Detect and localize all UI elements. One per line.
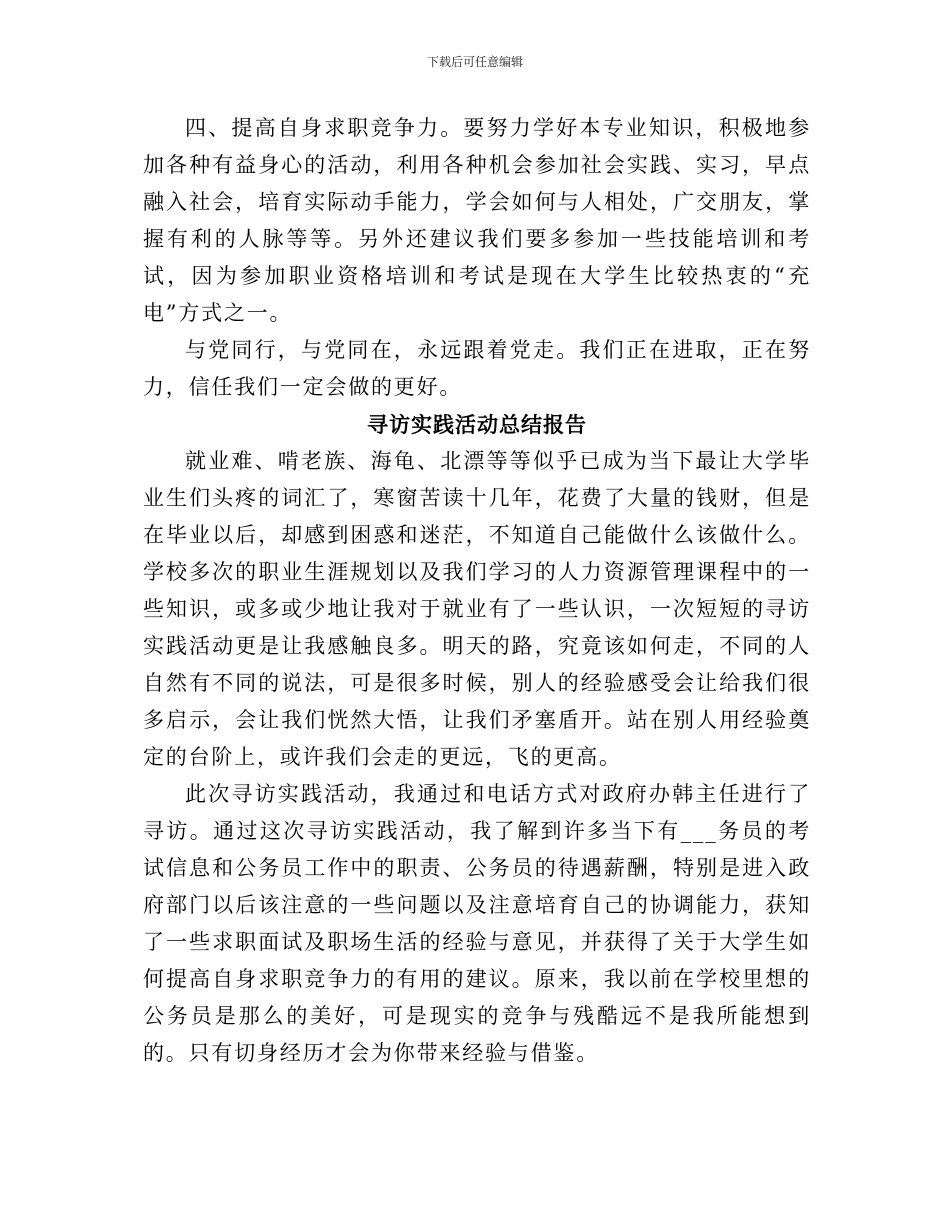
- page-header: 下载后可任意编辑: [426, 55, 523, 69]
- paragraph-competitiveness: 四、提高自身求职竞争力。要努力学好本专业知识，积极地参加各种有益身心的活动，利用各种机会参加社会实践、实习，早点融入社会，培育实际动手能力，学会如何与人相处，广交朋友，掌握有利的人脉等等。另外还建议我们要多参加一些技能培训和考试，因为参加职业资格培训和考试是现在大学生比较热衷的“充电”方式之一。: [143, 116, 811, 325]
- section-title: 寻访实践活动总结报告: [367, 412, 587, 437]
- paragraph-employment: 就业难、啃老族、海龟、北漂等等似乎已成为当下最让大学毕业生们头疼的词汇了，寒窗苦读十几年，花费了大量的钱财，但是在毕业以后，却感到困惑和迷茫，不知道自己能做什么该做什么。学校多次的职业生涯规划以及我们学习的人力资源管理课程中的一些知识，或多或少地让我对于就业有了一些认识，一次短短的寻访实践活动更是让我感触良多。明天的路，究竟该如何走，不同的人自然有不同的说法，可是很多时候，别人的经验感受会让给我们很多启示，会让我们恍然大悟，让我们矛塞盾开。站在别人用经验奠定的台阶上，或许我们会走的更远，飞的更高。: [143, 449, 811, 769]
- paragraph-party: 与党同行，与党同在，永远跟着党走。我们正在进取，正在努力，信任我们一定会做的更好。: [143, 338, 811, 399]
- document-body: [143, 110, 811, 1072]
- paragraph-interview: 此次寻访实践活动，我通过和电话方式对政府办韩主任进行了寻访。通过这次寻访实践活动，我了解到许多当下有___务员的考试信息和公务员工作中的职责、公务员的待遇薪酬，特别是进入政府部门以后该注意的一些问题以及注意培育自己的协调能力，获知了一些求职面试及职场生活的经验与意见，并获得了关于大学生如何提高自身求职竞争力的有用的建议。原来，我以前在学校里想的公务员是那么的美好，可是现实的竞争与残酷远不是我所能想到的。只有切身经历才会为你带来经验与借鉴。: [143, 782, 811, 1065]
